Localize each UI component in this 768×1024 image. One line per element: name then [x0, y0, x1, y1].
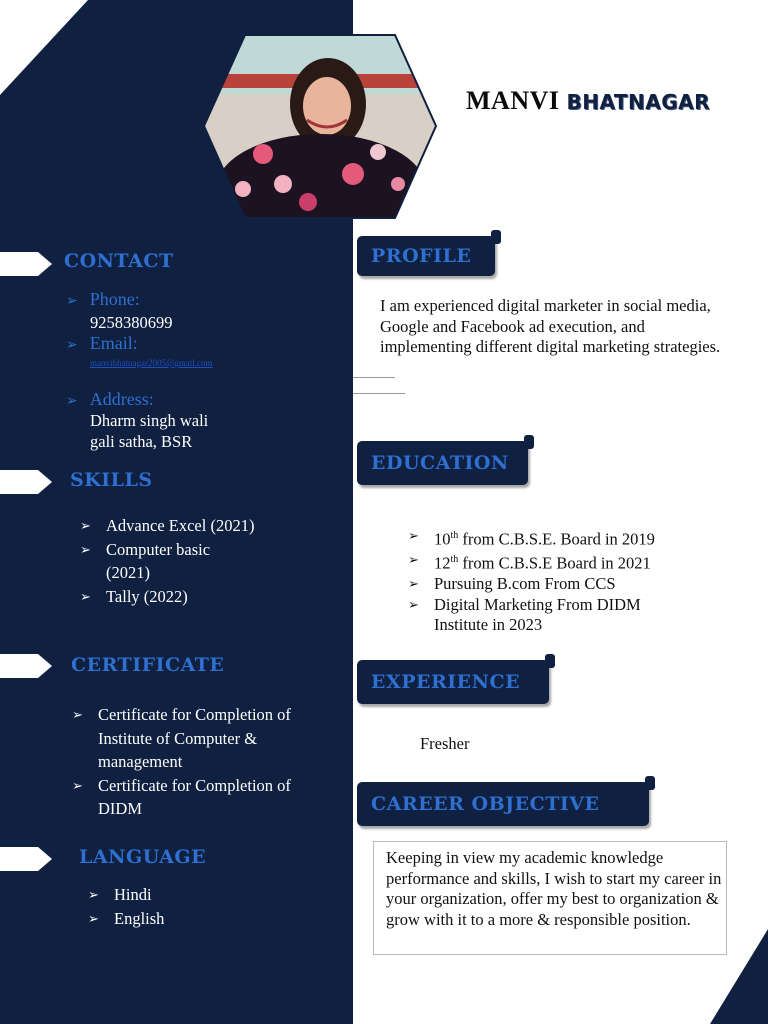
- list-item: ➢ English: [88, 907, 164, 931]
- certificate-heading: CERTIFICATE: [71, 654, 225, 676]
- career-objective-header-box: [357, 782, 649, 826]
- corner-decoration: [0, 0, 88, 95]
- address-line-2: gali satha, BSR: [90, 432, 193, 451]
- list-item: ➢ Pursuing B.com From CCS: [408, 574, 655, 595]
- language-heading: LANGUAGE: [79, 846, 207, 868]
- education-heading: EDUCATION: [371, 452, 509, 474]
- list-item: (2021): [106, 563, 150, 582]
- career-objective-text: Keeping in view my academic knowledge performance and skills, I wish to start my career in your organization, offer my best to organization & grow with it to a more & responsible position.: [386, 848, 722, 929]
- language-tab-marker: [0, 847, 52, 871]
- email-link[interactable]: manvibhatnagar2005@gmail.com: [90, 358, 213, 368]
- email-label: ➢ Email:: [66, 333, 138, 354]
- address-line-1: Dharm singh wali: [90, 411, 209, 430]
- contact-heading: CONTACT: [64, 250, 174, 272]
- divider-line: [353, 377, 395, 378]
- certificate-tab-marker: [0, 654, 52, 678]
- list-item: ➢ 10th from C.B.S.E. Board in 2019: [408, 526, 655, 550]
- last-name: BHATNAGAR: [566, 90, 711, 114]
- certificate-list: [72, 703, 291, 821]
- career-objective-heading: CAREER OBJECTIVE: [371, 793, 600, 815]
- skills-heading: SKILLS: [70, 469, 153, 491]
- candidate-name: [466, 86, 710, 116]
- address-label: ➢ Address:: [66, 389, 154, 410]
- list-item: ➢ Certificate for Completion of: [72, 703, 291, 727]
- list-item: ➢ Tally (2022): [80, 585, 254, 609]
- first-name: MANVI: [466, 86, 560, 115]
- profile-photo: [203, 34, 437, 219]
- list-item: ➢ Digital Marketing From DIDM: [408, 595, 655, 616]
- contact-tab-marker: [0, 252, 52, 276]
- experience-header-box: [357, 660, 549, 704]
- list-item: Institute of Computer &: [98, 728, 258, 748]
- skills-list: [80, 514, 254, 608]
- list-item: DIDM: [98, 799, 142, 818]
- profile-header-box: [357, 236, 495, 276]
- profile-heading: PROFILE: [371, 245, 472, 267]
- education-header-box: [357, 441, 528, 485]
- list-item: ➢ Certificate for Completion of: [72, 774, 291, 798]
- language-list: [88, 883, 164, 930]
- phone-label: ➢ Phone:: [66, 289, 140, 310]
- education-list: [408, 526, 655, 636]
- phone-value: 9258380699: [90, 313, 173, 332]
- career-objective-box: [373, 841, 727, 955]
- list-item: ➢ Hindi: [88, 883, 164, 907]
- list-item: ➢ Computer basic: [80, 538, 254, 562]
- experience-text: Fresher: [420, 734, 470, 753]
- list-item: ➢ Advance Excel (2021): [80, 514, 254, 538]
- list-item: Institute in 2023: [434, 615, 543, 634]
- experience-heading: EXPERIENCE: [371, 671, 521, 693]
- list-item: ➢ 12th from C.B.S.E Board in 2021: [408, 550, 655, 574]
- divider-line: [353, 393, 405, 394]
- list-item: management: [98, 752, 183, 771]
- skills-tab-marker: [0, 470, 52, 494]
- profile-text: I am experienced digital marketer in social media, Google and Facebook ad execution, and implementing different digital marketing strategies.: [380, 296, 721, 356]
